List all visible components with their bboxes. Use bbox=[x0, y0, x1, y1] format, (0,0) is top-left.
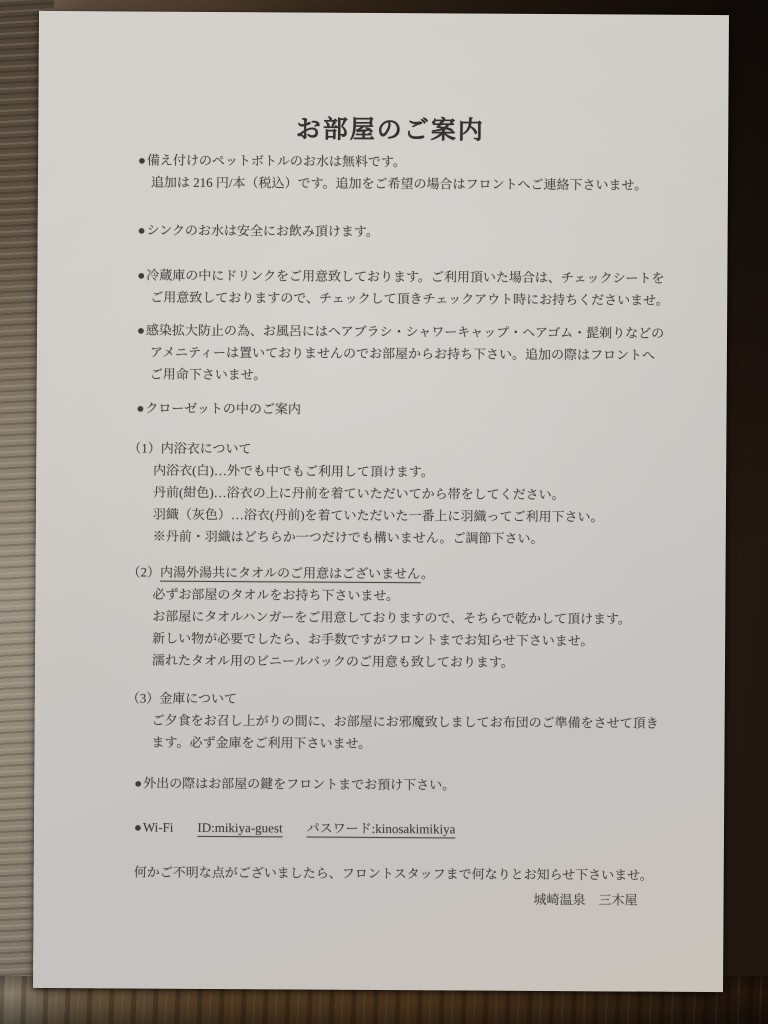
section-heading: （1）内浴衣について bbox=[128, 440, 252, 457]
section-line: 内浴衣(白)…外でも中でもご利用して頂けます。 bbox=[153, 462, 434, 480]
notice-amenities bbox=[136, 320, 665, 389]
notice-closet-guide bbox=[136, 398, 640, 423]
notice-line bbox=[137, 265, 665, 290]
notice-room-key bbox=[134, 772, 638, 797]
section-line: 新しい物が必要でしたら、お手数ですがフロントまでお知らせ下さいませ。 bbox=[152, 630, 594, 649]
wifi-password: パスワード:kinosakimikiya bbox=[306, 820, 456, 837]
section-line: ※丹前・羽織はどちらか一つだけでも構いません。ご調節下さい。 bbox=[152, 528, 544, 546]
closing-block bbox=[133, 861, 653, 911]
section-yukata bbox=[128, 438, 641, 551]
notice-text: シンクのお水は安全にお飲み頂けます。 bbox=[146, 222, 379, 239]
wifi-info bbox=[134, 816, 638, 841]
section-heading-underlined: 内湯外湯共にタオルのご用意はございません bbox=[160, 564, 421, 582]
section-line: 羽織（灰色）…浴衣(丹前)を着ていただいた一番上に羽織ってご利用下さい。 bbox=[152, 506, 604, 525]
section-towels bbox=[127, 562, 640, 675]
section-line: ます。必ず金庫をご利用下さいませ。 bbox=[151, 734, 372, 751]
section-line: 濡れたタオル用のビニールバックのご用意も致しております。 bbox=[151, 652, 514, 670]
notice-line: ご用意致しておりますので、チェックして頂きチェックアウト時にお持ちくださいませ。 bbox=[150, 289, 669, 308]
bullet-icon: ● bbox=[138, 152, 146, 168]
wifi-ssid: ID:mikiya-guest bbox=[197, 819, 283, 836]
sheet-content bbox=[33, 11, 729, 992]
notice-bottled-water bbox=[138, 150, 648, 197]
notice-line bbox=[136, 398, 640, 423]
closing-text: 何かご不明な点がございましたら、フロントスタッフまで何なりとお知らせ下さいませ。 bbox=[133, 864, 653, 883]
wifi-line bbox=[134, 816, 638, 841]
wifi-label: Wi-Fi bbox=[142, 819, 174, 835]
bullet-icon: ● bbox=[137, 267, 146, 283]
notice-line: ご用命下さいませ。 bbox=[149, 366, 267, 383]
section-safe bbox=[126, 687, 659, 756]
guest-information-sheet bbox=[33, 11, 729, 992]
section-line: 必ずお部屋のタオルをお持ち下さいませ。 bbox=[152, 586, 400, 604]
page-title: お部屋のご案内 bbox=[295, 116, 485, 145]
notice-text: 外出の際はお部屋の鍵をフロントまでお預け下さい。 bbox=[143, 775, 456, 793]
bullet-icon: ● bbox=[136, 322, 145, 338]
section-heading-period: 。 bbox=[420, 566, 434, 582]
section-heading: （3）金庫について bbox=[126, 690, 238, 707]
section-line: お部屋にタオルハンガーをご用意しておりますので、そちらで乾かして頂けます。 bbox=[152, 608, 632, 627]
signature: 城崎温泉 三木屋 bbox=[533, 891, 638, 908]
section-line: 丹前(紺色)…浴衣の上に丹前を着ていただいてから帯をしてください。 bbox=[153, 484, 565, 503]
notice-line: アメニティーは置いておりませんのでお部屋からお持ち下さい。追加の際はフロントへ bbox=[149, 344, 656, 363]
notice-text: 感染拡大防止の為、お風呂にはヘアブラシ・シャワーキャップ・ヘアゴム・髭剃りなどの bbox=[145, 322, 665, 341]
notice-line bbox=[138, 220, 642, 245]
bullet-icon: ● bbox=[133, 819, 142, 835]
notice-line: 追加は 216 円/本（税込）です。追加をご希望の場合はフロントへご連絡下さいませ。 bbox=[150, 174, 648, 193]
bullet-icon: ● bbox=[134, 775, 143, 791]
notice-sink-water bbox=[138, 220, 642, 245]
section-heading bbox=[127, 561, 639, 586]
notice-line bbox=[136, 320, 665, 345]
notice-text: 備え付けのペットボトルのお水は無料です。 bbox=[146, 152, 406, 170]
notice-line bbox=[138, 150, 642, 175]
bullet-icon: ● bbox=[137, 222, 146, 238]
bullet-icon: ● bbox=[136, 400, 145, 416]
notice-text: 冷蔵庫の中にドリンクをご用意致しております。ご利用頂いた場合は、チェックシートを bbox=[146, 267, 665, 286]
section-number: （2） bbox=[127, 564, 161, 580]
section-line: ご夕食をお召し上がりの間に、お部屋にお邪魔致しましてお布団のご準備をさせて頂き bbox=[151, 712, 659, 731]
notice-fridge-drinks bbox=[137, 265, 669, 312]
notice-text: クローゼットの中のご案内 bbox=[145, 400, 301, 417]
notice-line bbox=[134, 772, 638, 797]
